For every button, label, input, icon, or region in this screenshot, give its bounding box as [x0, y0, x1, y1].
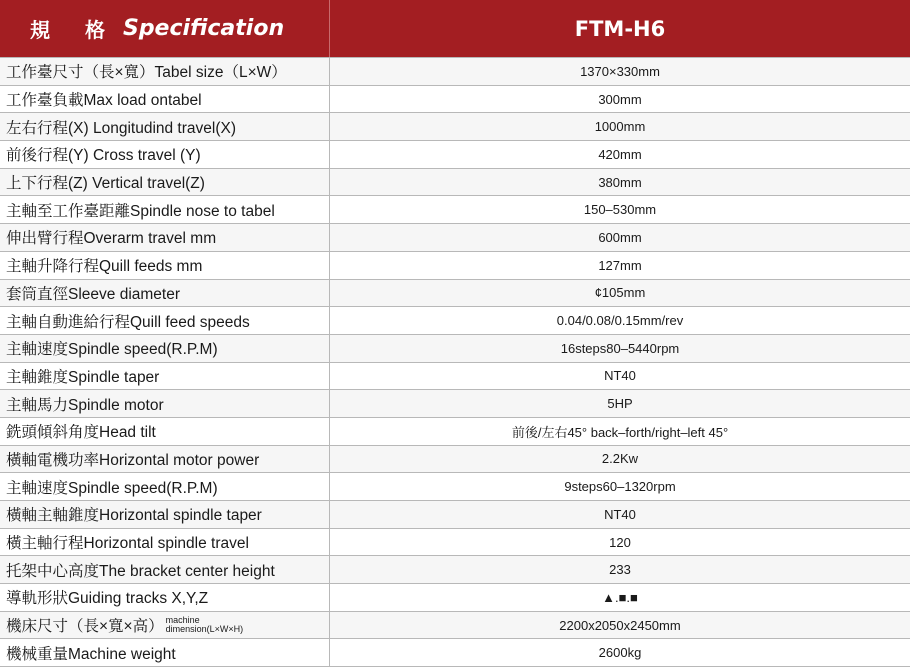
- spec-label: 伸出臂行程Overarm travel mm: [0, 224, 330, 251]
- spec-value: 9steps60–1320rpm: [330, 473, 910, 500]
- spec-value: 1000mm: [330, 113, 910, 140]
- spec-label: 主軸自動進給行程Quill feed speeds: [0, 307, 330, 334]
- table-row: [0, 446, 910, 474]
- spec-value: 0.04/0.08/0.15mm/rev: [330, 307, 910, 334]
- spec-value: 2200x2050x2450mm: [330, 612, 910, 639]
- spec-label: 托架中心高度The bracket center height: [0, 556, 330, 583]
- table-row: [0, 529, 910, 557]
- table-row: [0, 307, 910, 335]
- table-row: [0, 473, 910, 501]
- spec-label: 機械重量Machine weight: [0, 639, 330, 666]
- header-label-en: Specification: [122, 16, 285, 41]
- spec-label: 銑頭傾斜角度Head tilt: [0, 418, 330, 445]
- spec-value: ¢105mm: [330, 280, 910, 307]
- spec-label: 主軸錐度Spindle taper: [0, 363, 330, 390]
- spec-value: ▲.■.■: [330, 584, 910, 611]
- spec-value: 前後/左右45° back–forth/right–left 45°: [330, 418, 910, 445]
- spec-value: NT40: [330, 501, 910, 528]
- spec-value: 120: [330, 529, 910, 556]
- table-row: [0, 224, 910, 252]
- spec-label: 左右行程(X) Longitudind travel(X): [0, 113, 330, 140]
- table-row: [0, 390, 910, 418]
- header-spec-cell: [0, 0, 330, 57]
- spec-value: 300mm: [330, 86, 910, 113]
- spec-label: 機床尺寸（長×寬×高）: [6, 618, 164, 636]
- header-label-cn: 規 格: [30, 18, 119, 42]
- spec-value: 16steps80–5440rpm: [330, 335, 910, 362]
- spec-label: 工作臺尺寸（長×寬）Tabel size（L×W）: [0, 58, 330, 85]
- table-row: [0, 612, 910, 640]
- header-model: FTM-H6: [574, 16, 666, 41]
- spec-label: 橫軸主軸錐度Horizontal spindle taper: [0, 501, 330, 528]
- table-header: [0, 0, 910, 57]
- table-row: [0, 252, 910, 280]
- table-row: [0, 58, 910, 86]
- table-row: [0, 280, 910, 308]
- spec-value: 233: [330, 556, 910, 583]
- table-row: [0, 363, 910, 391]
- table-row: [0, 584, 910, 612]
- spec-value: 127mm: [330, 252, 910, 279]
- table-row: [0, 169, 910, 197]
- spec-label: 主軸速度Spindle speed(R.P.M): [0, 335, 330, 362]
- table-row: [0, 556, 910, 584]
- spec-value: 380mm: [330, 169, 910, 196]
- spec-label: 上下行程(Z) Vertical travel(Z): [0, 169, 330, 196]
- spec-value: NT40: [330, 363, 910, 390]
- spec-label: 套筒直徑Sleeve diameter: [0, 280, 330, 307]
- table-row: [0, 86, 910, 114]
- table-row: [0, 501, 910, 529]
- spec-label: 導軌形狀Guiding tracks X,Y,Z: [0, 584, 330, 611]
- spec-value: 600mm: [330, 224, 910, 251]
- spec-label: 主軸至工作臺距離Spindle nose to tabel: [0, 196, 330, 223]
- table-row: [0, 113, 910, 141]
- spec-value: 5HP: [330, 390, 910, 417]
- spec-label-small-line1: machine: [165, 615, 200, 626]
- table-row: [0, 335, 910, 363]
- spec-label: 主軸速度Spindle speed(R.P.M): [0, 473, 330, 500]
- spec-label: 工作臺負載Max load ontabel: [0, 86, 330, 113]
- spec-label-small-line2: dimension(L×W×H): [165, 624, 244, 635]
- table-row: [0, 196, 910, 224]
- spec-label: 主軸升降行程Quill feeds mm: [0, 252, 330, 279]
- table-row: [0, 639, 910, 667]
- spec-label: 橫主軸行程Horizontal spindle travel: [0, 529, 330, 556]
- spec-label: 主軸馬力Spindle motor: [0, 390, 330, 417]
- spec-value: 1370×330mm: [330, 58, 910, 85]
- spec-rows: [0, 57, 910, 667]
- spec-label-cell: [0, 612, 330, 639]
- table-row: [0, 418, 910, 446]
- spec-value: 420mm: [330, 141, 910, 168]
- spec-value: 2.2Kw: [330, 446, 910, 473]
- table-row: [0, 141, 910, 169]
- spec-value: 150–530mm: [330, 196, 910, 223]
- spec-label: 橫軸電機功率Horizontal motor power: [0, 446, 330, 473]
- spec-label: 前後行程(Y) Cross travel (Y): [0, 141, 330, 168]
- spec-label-small: [166, 616, 244, 634]
- spec-value: 2600kg: [330, 639, 910, 666]
